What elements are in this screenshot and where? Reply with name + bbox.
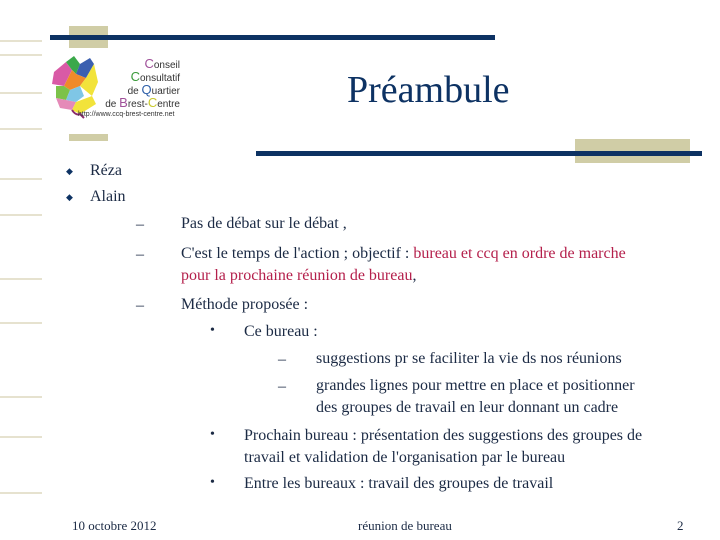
logo-url: http://www.ccq-brest-centre.net: [78, 111, 175, 118]
dash-bullet-icon: –: [136, 216, 144, 233]
dot-bullet-icon: •: [210, 427, 215, 442]
sub-item-no-debate: Pas de débat sur le débat ,: [181, 215, 347, 232]
header-rule-top: [50, 35, 495, 40]
footer-date: 10 octobre 2012: [72, 518, 157, 533]
slide-number: 2: [677, 518, 684, 533]
dot-bullet-icon: •: [210, 475, 215, 490]
bullet-reza: Réza: [90, 162, 122, 179]
diamond-bullet-icon: ◆: [66, 192, 73, 202]
item-prochain-bureau: Prochain bureau : présentation des suggestions des groupes de travail et validation de l'organisation par le bureau: [244, 427, 643, 466]
decorative-stripes: [0, 0, 52, 540]
item-entre-bureaux: Entre les bureaux : travail des groupes de travail: [244, 475, 554, 492]
item-suggestions: suggestions pr se faciliter la vie ds nos réunions: [316, 350, 622, 367]
dash-bullet-icon: –: [136, 297, 144, 314]
decorative-block-under-logo: [69, 134, 108, 141]
dot-bullet-icon: •: [210, 323, 215, 338]
sub-item-action: C'est le temps de l'action ; objectif : bureau et ccq en ordre de marche pour la prochaine réunion de bureau,: [181, 245, 626, 284]
dash-bullet-icon: –: [278, 351, 286, 368]
ccq-logo-text: Conseil Consultatif de Quartier de Brest-Centre: [105, 56, 180, 110]
header-rule-bottom: [256, 151, 702, 156]
footer-title: réunion de bureau: [358, 518, 452, 533]
bullet-alain: Alain: [90, 188, 126, 205]
diamond-bullet-icon: ◆: [66, 166, 73, 176]
dash-bullet-icon: –: [136, 246, 144, 263]
slide-title: Préambule: [347, 69, 510, 111]
sub-item-method: Méthode proposée :: [181, 296, 309, 313]
item-grandes-lignes: grandes lignes pour mettre en place et positionner des groupes de travail en leur donnant un cadre: [316, 377, 635, 416]
item-ce-bureau: Ce bureau :: [244, 323, 318, 340]
dash-bullet-icon: –: [278, 378, 286, 395]
highlight-objective: bureau et ccq en ordre de marche: [413, 245, 626, 262]
highlight-objective-cont: pour la prochaine réunion de bureau: [181, 267, 413, 284]
